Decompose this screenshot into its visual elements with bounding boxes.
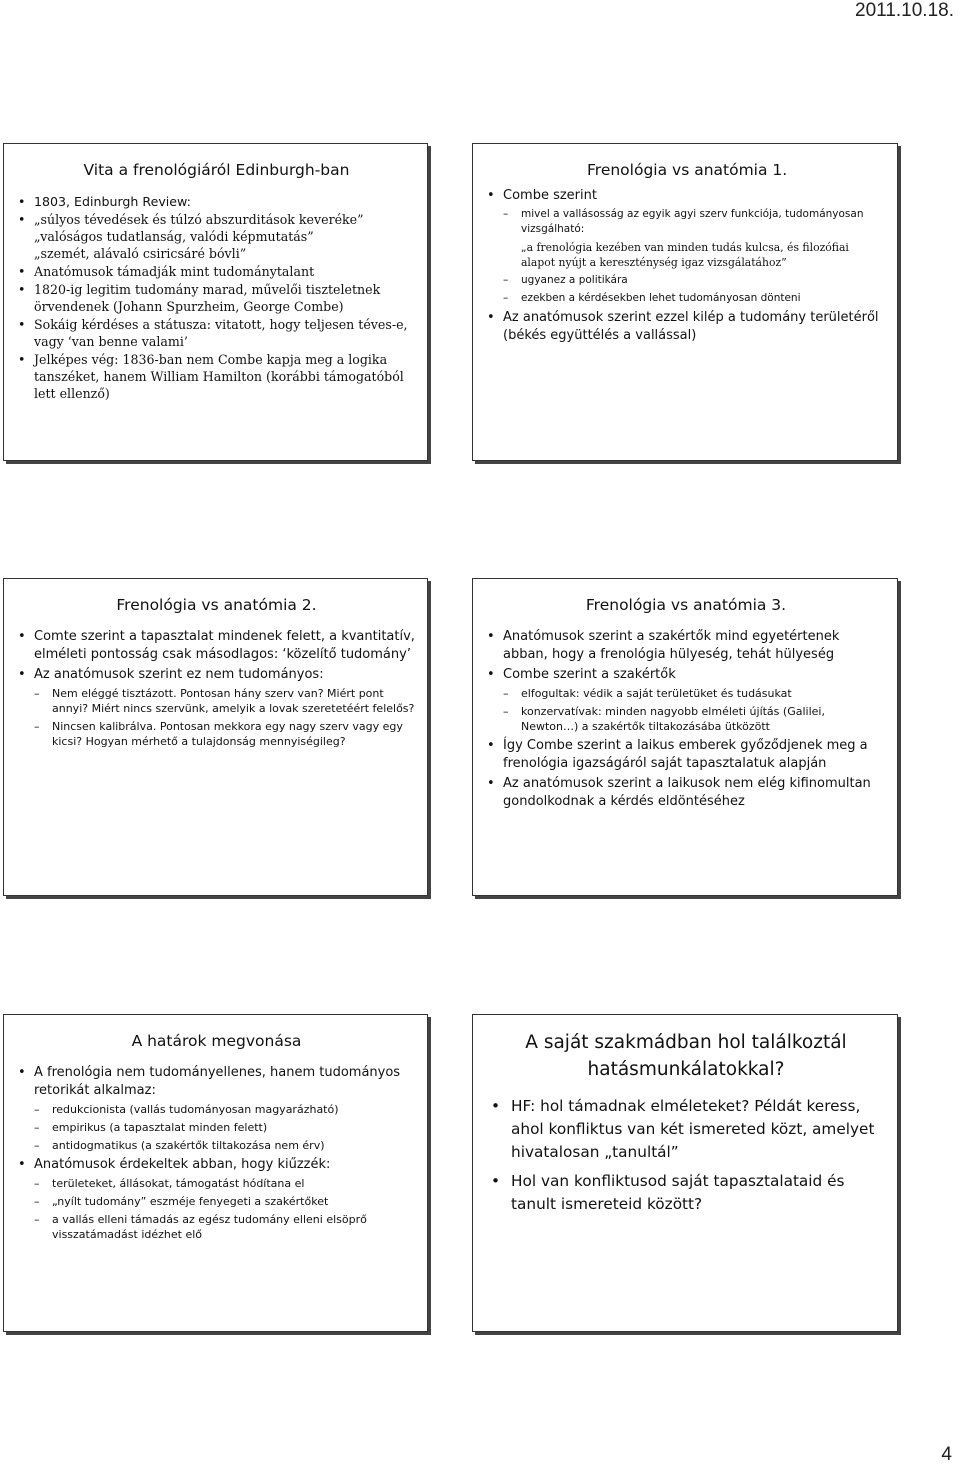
- bullet-list: [487, 628, 885, 811]
- bullet-item: • Combe szerint a szakértők: [487, 666, 885, 684]
- slide-hatarok-megvonasa: [3, 1014, 428, 1332]
- slide-frenologia-anatomia-2: [3, 578, 428, 896]
- quote-line: „szemét, alávaló csiricsáré bóvli”: [34, 246, 247, 261]
- bullet-item: • Az anatómusok szerint ezzel kilép a tudomány területéről (békés együttélés a vallással): [487, 309, 885, 345]
- bullet-item: • Így Combe szerint a laikus emberek győződjenek meg a frenológia igazságáról saját tapasztalatuk alapján: [487, 737, 885, 773]
- slide-frenologia-anatomia-3: [472, 578, 898, 896]
- sub-bullet-item: – konzervatívak: minden nagyobb elméleti újítás (Galilei, Newton…) a szakértők tiltakozásába ütközött: [487, 704, 885, 734]
- sub-bullet-item: – antidogmatikus (a szakértők tiltakozása nem érv): [18, 1138, 415, 1153]
- sub-bullet-item: – ezekben a kérdésekben lehet tudományosan dönteni: [487, 291, 885, 306]
- slide-sajat-szakma: [472, 1014, 898, 1332]
- bullet-item: • A frenológia nem tudományellenes, hanem tudományos retorikát alkalmaz:: [18, 1064, 415, 1100]
- bullet-item: • 1820-ig legitim tudomány marad, művelői tiszteletnek örvendenek (Johann Spurzheim, George Combe): [18, 281, 415, 315]
- sub-bullet-item: – mivel a vallásosság az egyik agyi szerv funkciója, tudományosan vizsgálható:: [487, 207, 885, 237]
- sub-bullet-item: – redukcionista (vallás tudományosan magyarázható): [18, 1102, 415, 1117]
- slide-title: Frenológia vs anatómia 1.: [587, 161, 788, 179]
- bullet-item: • Anatómusok érdekeltek abban, hogy kiűzzék:: [18, 1156, 415, 1174]
- sub-bullet-item: – területeket, állásokat, támogatást hódítana el: [18, 1176, 415, 1191]
- bullet-list: [487, 187, 885, 345]
- sub-bullet-item: – empirikus (a tapasztalat minden felett): [18, 1120, 415, 1135]
- bullet-item: • Az anatómusok szerint a laikusok nem elég kifinomultan gondolkodnak a kérdés eldöntéséhez: [487, 775, 885, 811]
- slide-frenologia-anatomia-1: [472, 143, 898, 461]
- slide-title: Frenológia vs anatómia 3.: [585, 596, 787, 614]
- bullet-item: • Combe szerint: [487, 187, 885, 205]
- sub-bullet-item: – Nem eléggé tisztázott. Pontosan hány szerv van? Miért pont annyi? Miért nincs szervünk, amelyik a lovak szeretetéért felelős?: [18, 686, 415, 716]
- bullet-list: [18, 1064, 415, 1242]
- bullet-item: • Jelképes vég: 1836-ban nem Combe kapja meg a logika tanszéket, hanem William Hamilton (korábbi támogatóból lett ellenző): [18, 351, 415, 402]
- sub-bullet-item: – „nyílt tudomány” eszméje fenyegeti a szakértőket: [18, 1194, 415, 1209]
- sub-bullet-item: – Nincsen kalibrálva. Pontosan mekkora egy nagy szerv vagy egy kicsi? Hogyan mérhető a tulajdonság mennyiségileg?: [18, 719, 415, 749]
- quote-line: • „súlyos tévedések és túlzó abszurditások keveréke”: [18, 211, 415, 228]
- bullet-item: • HF: hol támadnak elméleteket? Példát keress, ahol konfliktus van két ismereted közt, amelyet hivatalosan „tanultál”: [487, 1095, 885, 1164]
- slide-title: Frenológia vs anatómia 2.: [116, 596, 317, 614]
- page-number: 4: [941, 1444, 952, 1465]
- sub-bullet-item: – elfogultak: védik a saját területüket és tudásukat: [487, 686, 885, 701]
- quote-line: „valóságos tudatlanság, valódi képmutatás”: [34, 229, 314, 244]
- bullet-item: • Az anatómusok szerint ez nem tudományos:: [18, 666, 415, 684]
- bullet-item: • Sokáig kérdéses a státusza: vitatott, hogy teljesen téves-e, vagy ‘van benne valami’: [18, 316, 415, 350]
- bullet-list: [487, 1095, 885, 1216]
- bullet-item: • Anatómusok szerint a szakértők mind egyetértenek abban, hogy a frenológia hülyeség, tehát hülyeség: [487, 628, 885, 664]
- sub-bullet-item: – a vallás elleni támadás az egész tudomány elleni elsöprő visszatámadást idézhet elő: [18, 1212, 415, 1242]
- slide-vita-edinburgh: [3, 143, 428, 461]
- bullet-item: • 1803, Edinburgh Review:: [18, 193, 415, 210]
- slide-title: Vita a frenológiáról Edinburgh-ban: [83, 161, 350, 179]
- bullet-list: [18, 193, 415, 402]
- bullet-item: • Anatómusok támadják mint tudománytalant: [18, 263, 415, 280]
- bullet-item: • Comte szerint a tapasztalat mindenek felett, a kvantitatív, elméleti pontosság csak másodlagos: ‘közelítő tudomány’: [18, 628, 415, 664]
- page-date: 2011.10.18.: [855, 0, 954, 21]
- bullet-list: [18, 628, 415, 749]
- bullet-item: • Hol van konfliktusod saját tapasztalataid és tanult ismereteid között?: [487, 1170, 885, 1216]
- slide-title: A saját szakmádban hol találkoztál hatásmunkálatokkal?: [525, 1032, 847, 1080]
- quote-line: „a frenológia kezében van minden tudás kulcsa, és filozófiai alapot nyújt a kereszténység igaz vizsgálatához”: [521, 241, 849, 269]
- sub-bullet-item: – ugyanez a politikára: [487, 273, 885, 288]
- slide-title: A határok megvonása: [131, 1032, 302, 1050]
